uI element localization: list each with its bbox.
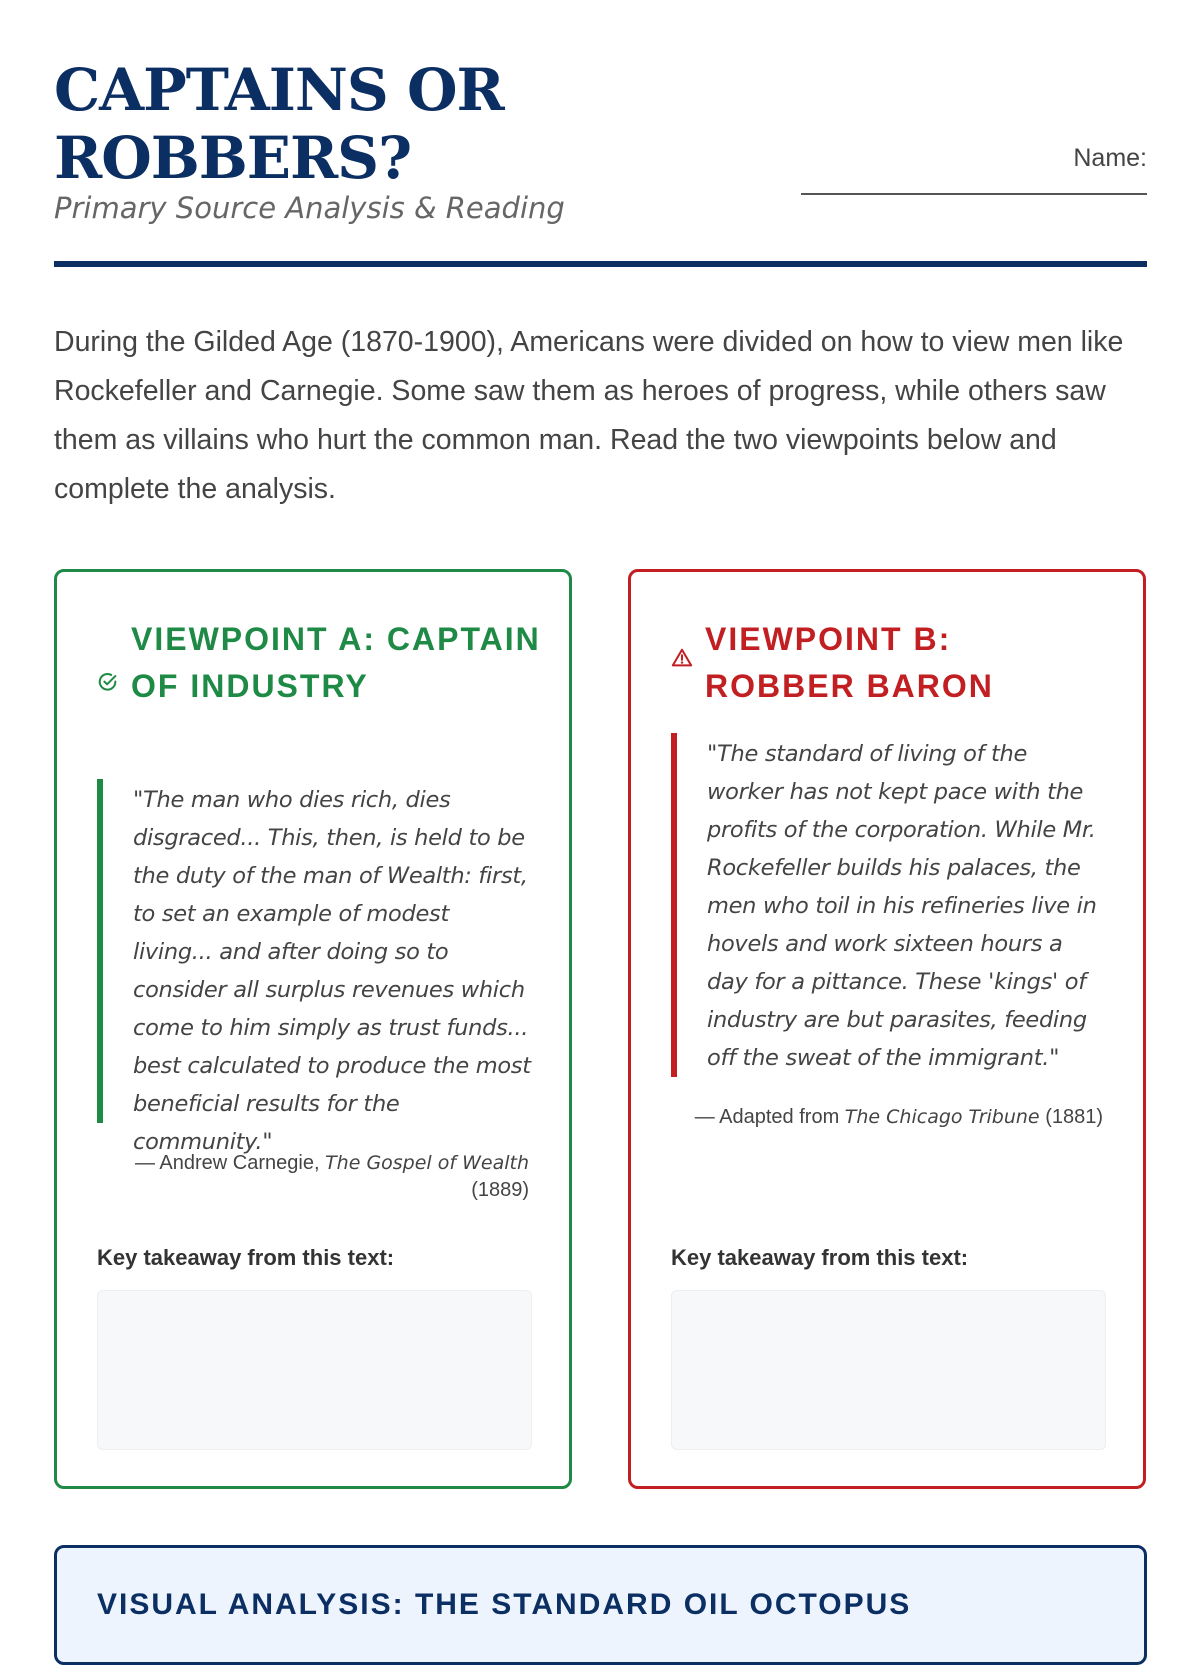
- viewpoint-a-title: VIEWPOINT A: CAPTAIN OF INDUSTRY: [131, 621, 541, 704]
- viewpoint-a-quote: "The man who dies rich, dies disgraced... This, then, is held to be the duty of the man of Wealth: first, to set an example of modest living... and after doing so to consider all surplus revenues which come to him simply as trust funds... best calculated to produce the most beneficial results for the community.": [97, 779, 532, 1123]
- intro-paragraph: During the Gilded Age (1870-1900), Americans were divided on how to view men like Rockefeller and Carnegie. Some saw them as heroes of progress, while others saw them as villains who hurt the common man. Read the two viewpoints below and complete the analysis.: [54, 326, 1124, 505]
- citation-year: (1881): [1045, 1106, 1103, 1128]
- name-input-line[interactable]: [801, 193, 1147, 195]
- takeaway-answer-box-b[interactable]: [671, 1290, 1106, 1450]
- takeaway-answer-box-a[interactable]: [97, 1290, 532, 1450]
- citation-source: The Chicago Tribune: [844, 1106, 1040, 1128]
- viewpoint-b-title: VIEWPOINT B: ROBBER BARON: [705, 621, 994, 704]
- citation-source: The Gospel of Wealth: [325, 1152, 529, 1174]
- visual-analysis-section: [54, 1545, 1147, 1665]
- worksheet-page: [54, 0, 1147, 1621]
- check-circle-icon: [97, 671, 119, 693]
- warning-triangle-icon: [671, 647, 693, 669]
- viewpoint-a-card: [54, 569, 572, 1489]
- takeaway-label-b: Key takeaway from this text:: [671, 1245, 969, 1270]
- page-subtitle: Primary Source Analysis & Reading: [54, 191, 565, 225]
- viewpoint-b-card: [628, 569, 1146, 1489]
- viewpoint-b-quote: "The standard of living of the worker has not kept pace with the profits of the corporation. While Mr. Rockefeller builds his palaces, the men who toil in his refineries live in hovels and work sixteen hours a day for a pittance. These 'kings' of industry are but parasites, feeding off the sweat of the immigrant.": [671, 733, 1106, 1077]
- citation-prefix: — Andrew Carnegie,: [134, 1152, 326, 1174]
- citation-prefix: — Adapted from: [694, 1106, 845, 1128]
- viewpoint-b-citation: [683, 1104, 1103, 1131]
- takeaway-label-a: Key takeaway from this text:: [97, 1245, 395, 1270]
- name-label: Name:: [1073, 144, 1147, 172]
- citation-year: (1889): [471, 1179, 529, 1201]
- worksheet-header: [54, 0, 1147, 267]
- viewpoint-a-citation: [109, 1150, 529, 1204]
- visual-analysis-title: VISUAL ANALYSIS: THE STANDARD OIL OCTOPUS: [97, 1588, 912, 1621]
- page-title: CAPTAINS OR ROBBERS?: [54, 56, 504, 192]
